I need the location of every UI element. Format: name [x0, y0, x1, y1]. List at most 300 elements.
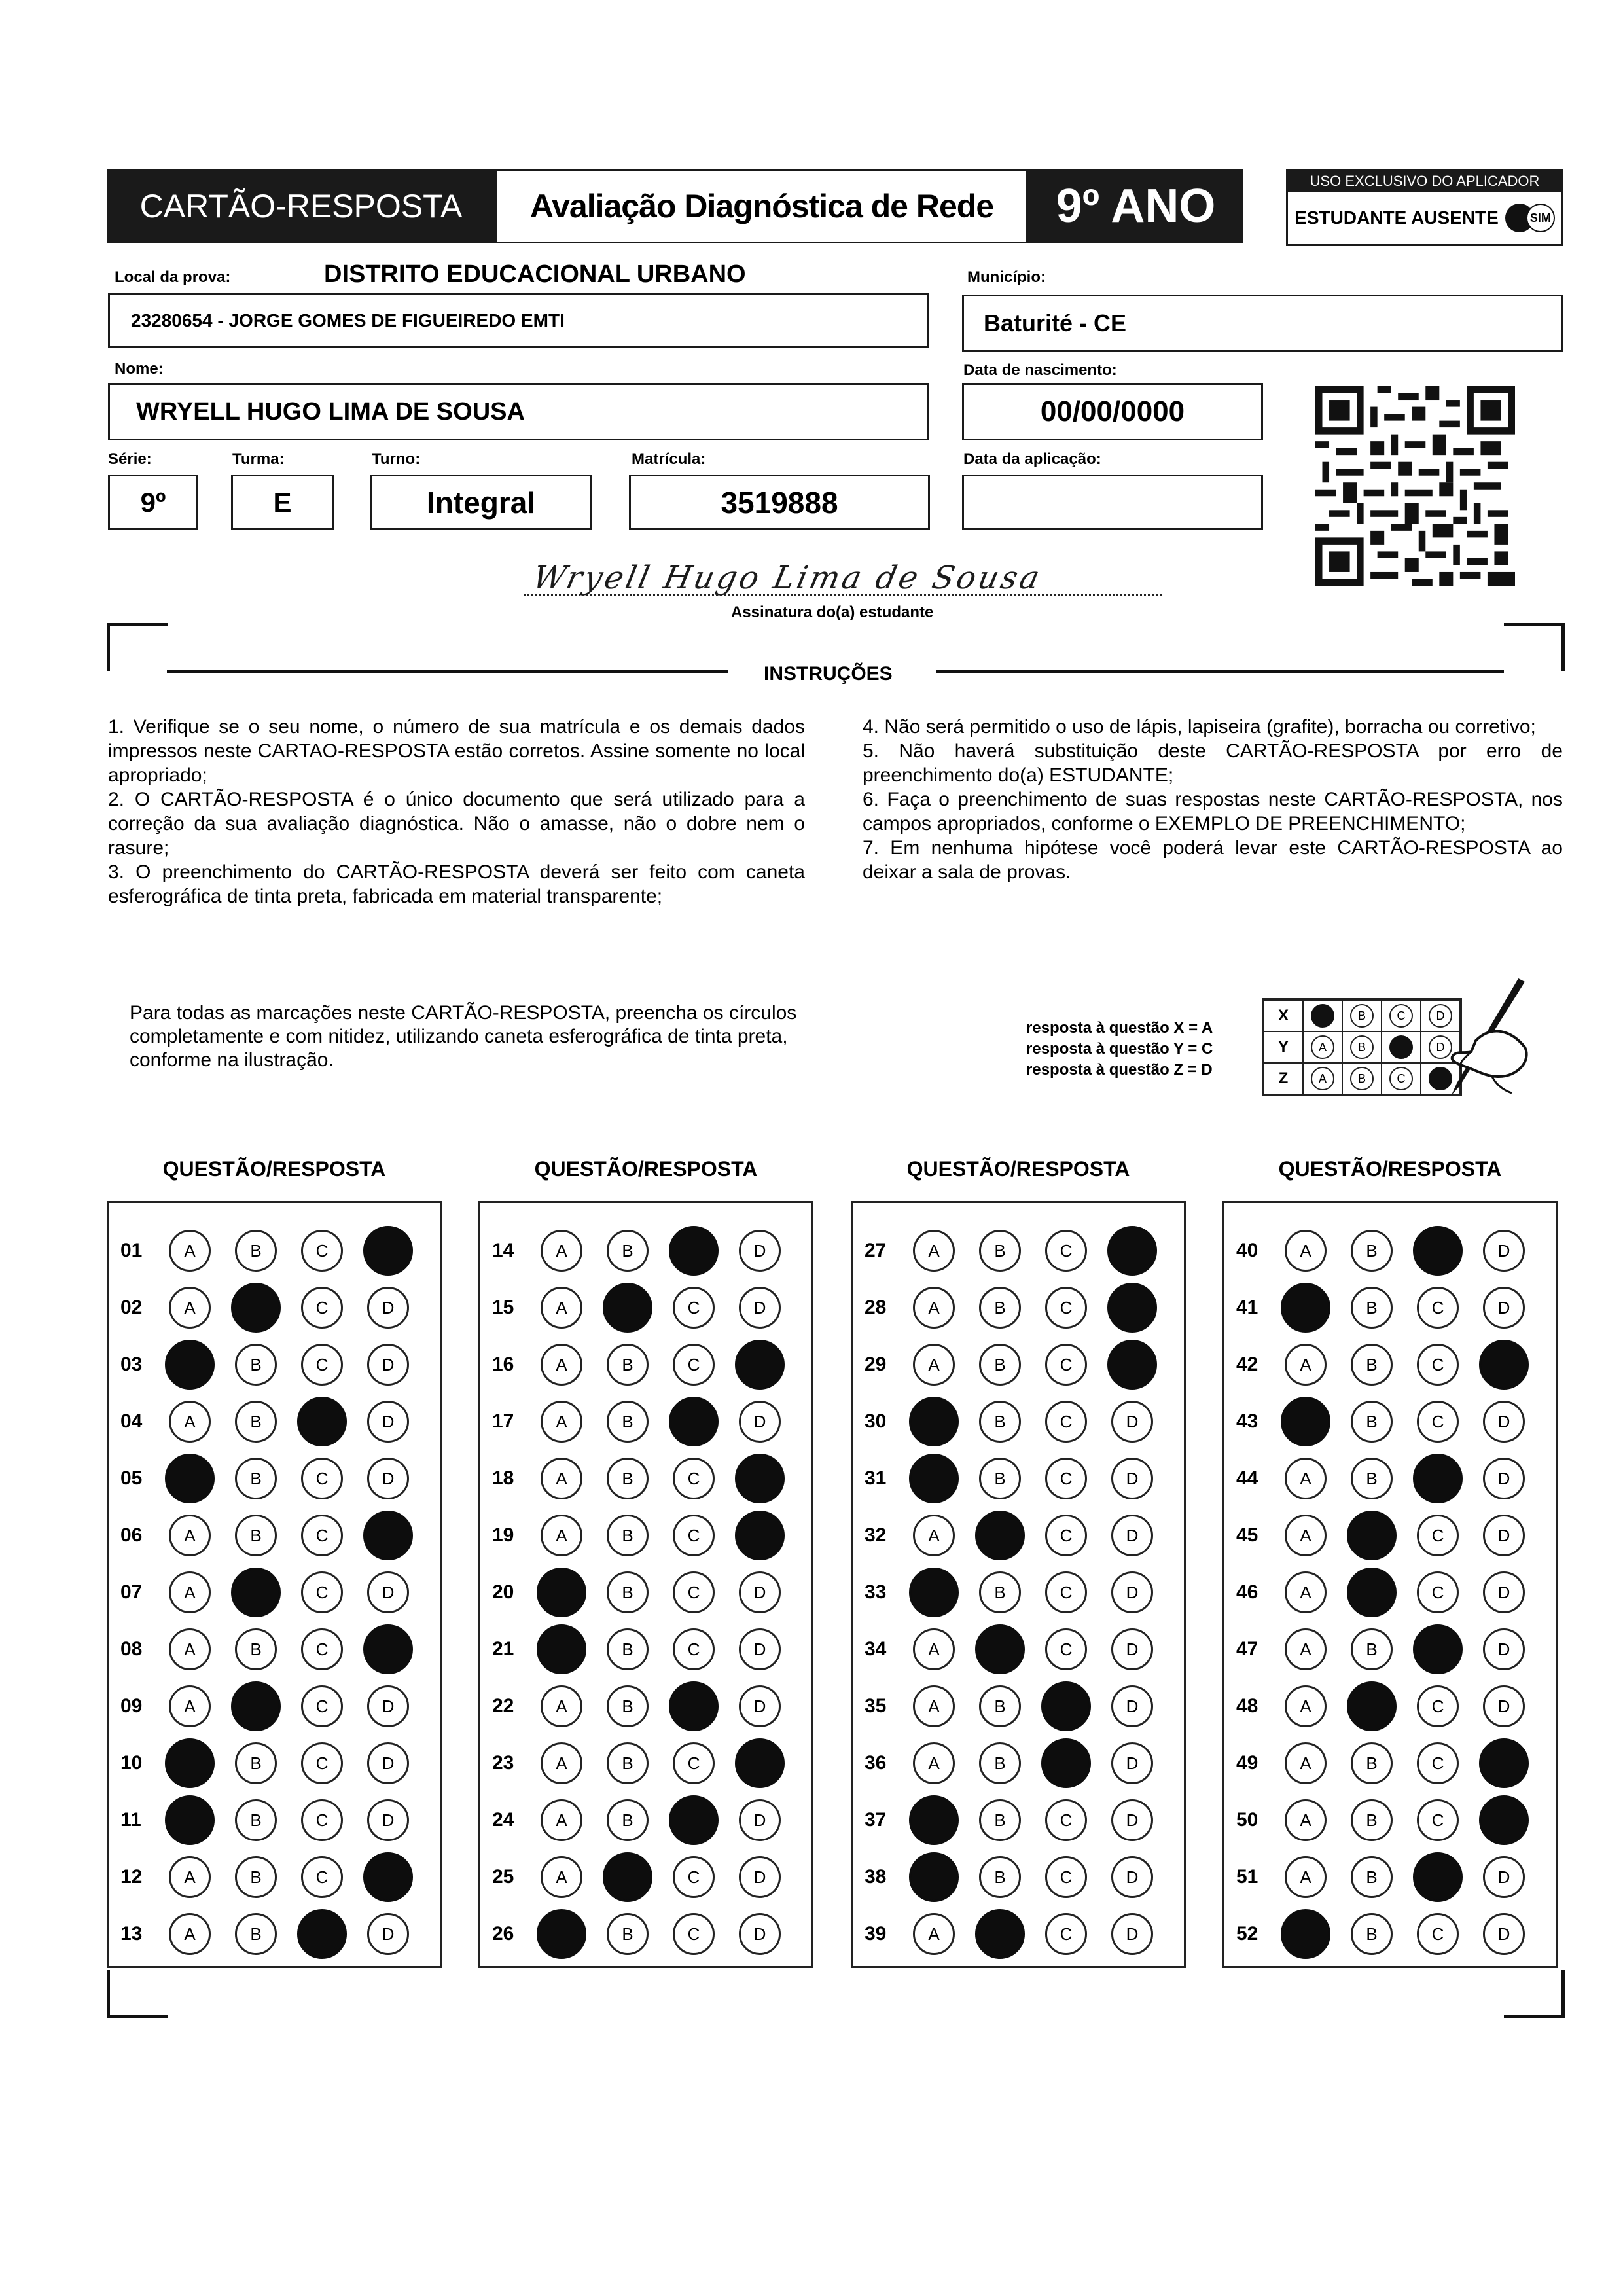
answer-bubble-d[interactable]: [735, 1738, 785, 1788]
answer-bubble-d[interactable]: D: [367, 1287, 409, 1329]
answer-bubble-b[interactable]: B: [1351, 1401, 1393, 1443]
corner-mark-top-left: [107, 623, 168, 671]
question-row: [480, 1450, 812, 1507]
answer-bubble-d[interactable]: D: [1483, 1401, 1525, 1443]
question-row: [853, 1906, 1184, 1962]
answer-bubble-b[interactable]: B: [235, 1856, 277, 1898]
answer-bubble-c[interactable]: [1041, 1738, 1091, 1788]
answer-bubble-c[interactable]: C: [1417, 1571, 1459, 1613]
nascimento-label: Data de nascimento:: [963, 361, 1117, 379]
answer-bubble-b[interactable]: B: [1351, 1628, 1393, 1670]
question-row: [853, 1735, 1184, 1791]
answer-bubble-c[interactable]: C: [301, 1856, 343, 1898]
answer-bubble-d[interactable]: [1107, 1226, 1157, 1276]
answer-bubble-b[interactable]: [975, 1909, 1025, 1959]
serie-label: Série:: [108, 450, 152, 468]
answer-bubble-d[interactable]: [1479, 1795, 1529, 1845]
question-number: 29: [865, 1354, 887, 1375]
answer-bubble-c[interactable]: [669, 1226, 719, 1276]
answer-bubble-c[interactable]: [297, 1909, 347, 1959]
answer-bubble-d[interactable]: D: [367, 1799, 409, 1841]
answer-bubble-b[interactable]: [603, 1283, 652, 1333]
answer-bubble-b[interactable]: B: [607, 1458, 649, 1499]
answer-bubble-a[interactable]: A: [169, 1287, 211, 1329]
school-value: 23280654 - JORGE GOMES DE FIGUEIREDO EMTI: [131, 310, 565, 331]
example-cell: [1382, 1063, 1421, 1094]
absent-label: ESTUDANTE AUSENTE: [1294, 207, 1499, 228]
answer-bubble-b[interactable]: B: [235, 1742, 277, 1784]
answer-bubble-d[interactable]: D: [1111, 1856, 1153, 1898]
answer-bubble-d[interactable]: D: [1483, 1685, 1525, 1727]
answer-bubble-d[interactable]: D: [1111, 1628, 1153, 1670]
answer-bubble-d[interactable]: [1479, 1738, 1529, 1788]
answer-bubble-b[interactable]: [975, 1511, 1025, 1560]
question-row: [480, 1792, 812, 1848]
question-row: [1224, 1393, 1556, 1450]
answer-bubble-b[interactable]: [231, 1283, 281, 1333]
example-bubble: D: [1429, 1035, 1452, 1059]
answer-bubble-a[interactable]: A: [541, 1287, 582, 1329]
question-number: 16: [492, 1354, 514, 1375]
example-cell: [1382, 1000, 1421, 1031]
answer-bubble-a[interactable]: [1281, 1397, 1330, 1446]
absent-yes: SIM: [1526, 204, 1555, 232]
column-title: QUESTÃO/RESPOSTA: [534, 1157, 758, 1181]
example-bubble: A: [1311, 1035, 1334, 1059]
answer-bubble-c[interactable]: [297, 1397, 347, 1446]
answer-bubble-b[interactable]: [975, 1624, 1025, 1674]
answer-bubble-c[interactable]: C: [1045, 1515, 1087, 1556]
answer-bubble-b[interactable]: B: [1351, 1230, 1393, 1272]
answer-bubble-a[interactable]: A: [169, 1913, 211, 1955]
answer-bubble-a[interactable]: A: [541, 1401, 582, 1443]
signature-line: [524, 594, 1162, 596]
answer-bubble-d[interactable]: D: [1483, 1856, 1525, 1898]
answer-bubble-d[interactable]: [1107, 1283, 1157, 1333]
answer-bubble-a[interactable]: A: [1285, 1685, 1327, 1727]
answer-bubble-b[interactable]: [1347, 1511, 1397, 1560]
question-number: 52: [1236, 1923, 1258, 1945]
answer-bubble-b[interactable]: B: [607, 1230, 649, 1272]
answer-bubble-c[interactable]: C: [1045, 1913, 1087, 1955]
turno-value: Integral: [426, 485, 536, 520]
answer-bubble-b[interactable]: B: [979, 1742, 1021, 1784]
question-row: [480, 1621, 812, 1677]
answer-bubble-c[interactable]: C: [301, 1571, 343, 1613]
answer-bubble-a[interactable]: A: [541, 1742, 582, 1784]
answer-bubble-b[interactable]: B: [1351, 1287, 1393, 1329]
answer-bubble-c[interactable]: C: [1417, 1287, 1459, 1329]
answer-bubble-c[interactable]: C: [1045, 1287, 1087, 1329]
answer-bubble-a[interactable]: A: [541, 1856, 582, 1898]
answer-bubble-a[interactable]: A: [169, 1856, 211, 1898]
answer-bubble-b[interactable]: B: [1351, 1742, 1393, 1784]
answer-bubble-d[interactable]: D: [1483, 1913, 1525, 1955]
question-number: 38: [865, 1866, 887, 1888]
answer-bubble-c[interactable]: C: [673, 1742, 715, 1784]
answer-bubble-b[interactable]: B: [979, 1571, 1021, 1613]
column-title: QUESTÃO/RESPOSTA: [906, 1157, 1130, 1181]
answer-bubble-d[interactable]: D: [1483, 1571, 1525, 1613]
answer-bubble-c[interactable]: [1413, 1226, 1463, 1276]
answer-bubble-b[interactable]: [1347, 1568, 1397, 1617]
answer-bubble-c[interactable]: C: [1417, 1515, 1459, 1556]
answer-bubble-c[interactable]: C: [301, 1799, 343, 1841]
answer-bubble-d[interactable]: [735, 1511, 785, 1560]
answer-bubble-b[interactable]: B: [235, 1344, 277, 1386]
question-row: [109, 1280, 440, 1336]
question-row: [853, 1450, 1184, 1507]
answer-bubble-d[interactable]: D: [1483, 1628, 1525, 1670]
answer-bubble-c[interactable]: [669, 1795, 719, 1845]
example-row-label: Y: [1264, 1031, 1303, 1063]
answer-bubble-d[interactable]: D: [1111, 1571, 1153, 1613]
answer-bubble-d[interactable]: D: [1111, 1401, 1153, 1443]
answer-bubble-a[interactable]: [909, 1568, 959, 1617]
answer-bubble-a[interactable]: A: [541, 1344, 582, 1386]
answer-bubble-d[interactable]: D: [739, 1401, 781, 1443]
answer-bubble-b[interactable]: B: [979, 1799, 1021, 1841]
example-cell: [1303, 1031, 1342, 1063]
nome-label: Nome:: [115, 360, 164, 378]
question-row: [109, 1906, 440, 1962]
example-bubble: [1389, 1035, 1413, 1059]
answer-bubble-a[interactable]: A: [541, 1458, 582, 1499]
question-row: [480, 1678, 812, 1734]
answer-bubble-a[interactable]: [165, 1738, 215, 1788]
answer-bubble-a[interactable]: A: [1285, 1799, 1327, 1841]
answer-bubble-a[interactable]: A: [913, 1628, 955, 1670]
answer-bubble-c[interactable]: C: [301, 1458, 343, 1499]
answer-bubble-d[interactable]: D: [739, 1913, 781, 1955]
example-cell: [1342, 1000, 1382, 1031]
answer-bubble-d[interactable]: D: [1111, 1742, 1153, 1784]
question-row: [853, 1849, 1184, 1905]
answer-bubble-a[interactable]: A: [913, 1742, 955, 1784]
instructions-rule-right: [936, 670, 1504, 673]
question-row: [1224, 1564, 1556, 1621]
answer-bubble-c[interactable]: [1413, 1852, 1463, 1902]
answer-bubble-a[interactable]: A: [541, 1799, 582, 1841]
district-name: DISTRITO EDUCACIONAL URBANO: [324, 260, 746, 288]
answer-bubble-a[interactable]: [165, 1340, 215, 1390]
answer-bubble-a[interactable]: A: [1285, 1628, 1327, 1670]
answer-bubble-d[interactable]: D: [367, 1344, 409, 1386]
answer-bubble-a[interactable]: A: [913, 1685, 955, 1727]
answer-bubble-d[interactable]: [1479, 1340, 1529, 1390]
answer-bubble-b[interactable]: B: [607, 1628, 649, 1670]
answer-bubble-c[interactable]: [669, 1681, 719, 1731]
answer-bubble-b[interactable]: B: [979, 1856, 1021, 1898]
question-row: [480, 1336, 812, 1393]
answer-bubble-c[interactable]: C: [1045, 1856, 1087, 1898]
answer-bubble-c[interactable]: C: [301, 1287, 343, 1329]
question-number: 19: [492, 1524, 514, 1546]
answer-bubble-a[interactable]: A: [913, 1913, 955, 1955]
answer-bubble-b[interactable]: [231, 1681, 281, 1731]
answer-bubble-a[interactable]: [909, 1852, 959, 1902]
answer-bubble-b[interactable]: [1347, 1681, 1397, 1731]
answer-bubble-c[interactable]: C: [1045, 1571, 1087, 1613]
answer-bubble-c[interactable]: C: [673, 1287, 715, 1329]
answer-bubble-c[interactable]: C: [1417, 1401, 1459, 1443]
answer-bubble-d[interactable]: [735, 1454, 785, 1503]
answer-bubble-c[interactable]: C: [1045, 1799, 1087, 1841]
answer-bubble-c[interactable]: C: [673, 1344, 715, 1386]
answer-bubble-b[interactable]: B: [607, 1344, 649, 1386]
answer-bubble-c[interactable]: C: [673, 1913, 715, 1955]
card-title: [107, 169, 495, 243]
answer-bubble-d[interactable]: D: [739, 1571, 781, 1613]
answer-bubble-a[interactable]: A: [1285, 1230, 1327, 1272]
answer-bubble-d[interactable]: D: [739, 1287, 781, 1329]
answer-bubble-d[interactable]: [363, 1624, 413, 1674]
answer-bubble-a[interactable]: [165, 1795, 215, 1845]
answer-bubble-c[interactable]: C: [673, 1571, 715, 1613]
answer-bubble-a[interactable]: [537, 1624, 586, 1674]
pen-hand-illustration: [1420, 978, 1531, 1103]
answer-bubble-a[interactable]: A: [541, 1230, 582, 1272]
question-number: 32: [865, 1524, 887, 1546]
answer-bubble-b[interactable]: B: [1351, 1913, 1393, 1955]
answer-bubble-b[interactable]: B: [235, 1913, 277, 1955]
answer-bubble-d[interactable]: D: [1111, 1685, 1153, 1727]
answer-bubble-c[interactable]: C: [1417, 1742, 1459, 1784]
answer-bubble-c[interactable]: C: [673, 1515, 715, 1556]
answer-bubble-d[interactable]: D: [367, 1571, 409, 1613]
answer-bubble-a[interactable]: A: [1285, 1458, 1327, 1499]
answer-bubble-c[interactable]: C: [301, 1742, 343, 1784]
answer-bubble-c[interactable]: C: [1417, 1913, 1459, 1955]
answer-bubble-a[interactable]: [909, 1397, 959, 1446]
answer-bubble-c[interactable]: C: [1045, 1628, 1087, 1670]
answer-bubble-b[interactable]: B: [607, 1401, 649, 1443]
question-number: 45: [1236, 1524, 1258, 1546]
answer-bubble-a[interactable]: A: [1285, 1344, 1327, 1386]
answer-bubble-b[interactable]: [231, 1568, 281, 1617]
answer-bubble-d[interactable]: D: [739, 1856, 781, 1898]
answer-bubble-d[interactable]: D: [1483, 1515, 1525, 1556]
question-number: 18: [492, 1467, 514, 1489]
question-number: 51: [1236, 1866, 1258, 1888]
answer-bubble-c[interactable]: C: [1417, 1344, 1459, 1386]
answer-bubble-a[interactable]: A: [1285, 1742, 1327, 1784]
answer-bubble-a[interactable]: [537, 1568, 586, 1617]
question-number: 43: [1236, 1410, 1258, 1432]
applicator-box: [1286, 169, 1563, 246]
example-bubble: A: [1311, 1067, 1334, 1090]
answer-bubble-b[interactable]: B: [979, 1344, 1021, 1386]
answer-bubble-a[interactable]: [909, 1795, 959, 1845]
question-number: 09: [120, 1695, 143, 1717]
example-cell: [1303, 1000, 1342, 1031]
answer-bubble-a[interactable]: A: [1285, 1856, 1327, 1898]
answer-bubble-c[interactable]: C: [1417, 1799, 1459, 1841]
answer-bubble-b[interactable]: B: [235, 1401, 277, 1443]
question-row: [853, 1678, 1184, 1734]
answer-bubble-b[interactable]: B: [607, 1685, 649, 1727]
answer-bubble-a[interactable]: A: [169, 1571, 211, 1613]
answer-bubble-b[interactable]: B: [979, 1401, 1021, 1443]
answer-bubble-a[interactable]: [909, 1454, 959, 1503]
question-number: 01: [120, 1240, 143, 1261]
answer-bubble-d[interactable]: D: [367, 1401, 409, 1443]
question-number: 42: [1236, 1354, 1258, 1375]
answer-bubble-b[interactable]: B: [1351, 1799, 1393, 1841]
answer-bubble-c[interactable]: C: [301, 1685, 343, 1727]
answer-bubble-c[interactable]: [1413, 1454, 1463, 1503]
answer-bubble-b[interactable]: B: [1351, 1458, 1393, 1499]
answer-bubble-d[interactable]: D: [367, 1742, 409, 1784]
answer-bubble-c[interactable]: C: [1045, 1401, 1087, 1443]
answer-bubble-b[interactable]: B: [1351, 1856, 1393, 1898]
answer-bubble-a[interactable]: A: [1285, 1515, 1327, 1556]
answer-bubble-d[interactable]: D: [1111, 1799, 1153, 1841]
card-title-text: CARTÃO-RESPOSTA: [139, 188, 463, 224]
answer-bubble-c[interactable]: C: [673, 1628, 715, 1670]
answer-bubble-a[interactable]: A: [169, 1628, 211, 1670]
instructions-left: 1. Verifique se o seu nome, o número de sua matrícula e os demais dados impressos neste CARTAO-RESPOSTA estão corretos. Assine somente no local apropriado; 2. O CARTÃO-RESPOSTA é o único documento que será utilizado para a correção da sua avaliação diagnóstica. Não o amasse, não o dobre nem o rasure; 3. O preenchimento do CARTÃO-RESPOSTA deverá ser feito com caneta esferográfica de tinta preta, fabricada em material transparente;: [108, 716, 805, 907]
example-bubble: C: [1389, 1004, 1413, 1028]
answer-bubble-b[interactable]: B: [979, 1287, 1021, 1329]
answer-bubble-a[interactable]: A: [169, 1685, 211, 1727]
answer-bubble-b[interactable]: B: [979, 1230, 1021, 1272]
answer-bubble-d[interactable]: D: [739, 1685, 781, 1727]
question-number: 10: [120, 1752, 143, 1774]
question-row: [853, 1393, 1184, 1450]
answer-bubble-a[interactable]: [537, 1909, 586, 1959]
question-number: 37: [865, 1809, 887, 1831]
answer-bubble-a[interactable]: A: [913, 1230, 955, 1272]
question-row: [1224, 1906, 1556, 1962]
example-bubble: C: [1389, 1067, 1413, 1090]
question-row: [109, 1678, 440, 1734]
answer-bubble-c[interactable]: C: [301, 1230, 343, 1272]
answer-bubble-c[interactable]: C: [301, 1628, 343, 1670]
turma-label: Turma:: [232, 450, 285, 468]
answer-bubble-d[interactable]: [1107, 1340, 1157, 1390]
answer-bubble-d[interactable]: D: [1483, 1230, 1525, 1272]
exam-title-text: Avaliação Diagnóstica de Rede: [529, 188, 994, 224]
answer-bubble-d[interactable]: [363, 1511, 413, 1560]
question-number: 49: [1236, 1752, 1258, 1774]
answer-bubble-d[interactable]: D: [367, 1685, 409, 1727]
question-number: 41: [1236, 1297, 1258, 1318]
answer-bubble-a[interactable]: [165, 1454, 215, 1503]
question-row: [853, 1792, 1184, 1848]
answer-bubble-a[interactable]: A: [541, 1515, 582, 1556]
answer-bubble-c[interactable]: C: [1045, 1344, 1087, 1386]
question-row: [109, 1507, 440, 1564]
question-number: 15: [492, 1297, 514, 1318]
answer-bubble-d[interactable]: [735, 1340, 785, 1390]
question-row: [480, 1507, 812, 1564]
answer-bubble-b[interactable]: B: [979, 1685, 1021, 1727]
question-number: 35: [865, 1695, 887, 1717]
question-row: [109, 1849, 440, 1905]
answer-bubble-b[interactable]: B: [1351, 1344, 1393, 1386]
question-row: [1224, 1678, 1556, 1734]
answer-bubble-d[interactable]: [363, 1226, 413, 1276]
answer-bubble-d[interactable]: D: [1483, 1458, 1525, 1499]
answer-bubble-b[interactable]: B: [607, 1799, 649, 1841]
answer-bubble-c[interactable]: C: [301, 1515, 343, 1556]
example-row-label: Z: [1264, 1063, 1303, 1094]
answer-bubble-b[interactable]: B: [979, 1458, 1021, 1499]
turno-field: [370, 475, 592, 530]
answer-bubble-b[interactable]: B: [607, 1571, 649, 1613]
corner-mark-bottom-right: [1504, 1970, 1565, 2018]
answer-bubble-d[interactable]: [363, 1852, 413, 1902]
answer-bubble-b[interactable]: B: [607, 1913, 649, 1955]
answer-bubble-a[interactable]: A: [1285, 1571, 1327, 1613]
qr-code: [1315, 386, 1515, 586]
answer-bubble-d[interactable]: D: [1111, 1913, 1153, 1955]
question-number: 13: [120, 1923, 143, 1945]
question-number: 30: [865, 1410, 887, 1432]
answer-bubble-a[interactable]: A: [913, 1287, 955, 1329]
answer-bubble-a[interactable]: A: [541, 1685, 582, 1727]
answer-bubble-b[interactable]: B: [607, 1515, 649, 1556]
question-number: 46: [1236, 1581, 1258, 1603]
answer-bubble-a[interactable]: A: [169, 1230, 211, 1272]
answer-bubble-d[interactable]: D: [1483, 1287, 1525, 1329]
answer-bubble-c[interactable]: C: [301, 1344, 343, 1386]
answer-bubble-b[interactable]: B: [235, 1799, 277, 1841]
turma-field: [231, 475, 334, 530]
answer-bubble-c[interactable]: [669, 1397, 719, 1446]
question-number: 25: [492, 1866, 514, 1888]
answer-bubble-c[interactable]: C: [673, 1856, 715, 1898]
answer-bubble-b[interactable]: B: [235, 1230, 277, 1272]
question-number: 05: [120, 1467, 143, 1489]
answer-bubble-d[interactable]: D: [367, 1458, 409, 1499]
answer-bubble-c[interactable]: [1413, 1624, 1463, 1674]
answer-bubble-d[interactable]: D: [1111, 1515, 1153, 1556]
answer-bubble-a[interactable]: A: [913, 1344, 955, 1386]
answer-bubble-a[interactable]: A: [913, 1515, 955, 1556]
question-row: [1224, 1621, 1556, 1677]
question-number: 23: [492, 1752, 514, 1774]
answer-bubble-c[interactable]: C: [1417, 1685, 1459, 1727]
answer-bubble-a[interactable]: [1281, 1909, 1330, 1959]
answer-bubble-d[interactable]: D: [739, 1799, 781, 1841]
question-row: [109, 1564, 440, 1621]
answer-bubble-c[interactable]: C: [1045, 1230, 1087, 1272]
answer-bubble-c[interactable]: C: [673, 1458, 715, 1499]
answer-bubble-d[interactable]: D: [739, 1230, 781, 1272]
answer-bubble-d[interactable]: D: [367, 1913, 409, 1955]
answer-bubble-b[interactable]: B: [235, 1628, 277, 1670]
question-number: 40: [1236, 1240, 1258, 1261]
answer-bubble-a[interactable]: A: [169, 1401, 211, 1443]
answer-bubble-b[interactable]: B: [235, 1458, 277, 1499]
answer-bubble-c[interactable]: C: [1045, 1458, 1087, 1499]
answer-bubble-c[interactable]: [1041, 1681, 1091, 1731]
answer-bubble-b[interactable]: B: [607, 1742, 649, 1784]
question-row: [480, 1393, 812, 1450]
example-line-z: resposta à questão Z = D: [1026, 1061, 1213, 1079]
answer-bubble-b[interactable]: [603, 1852, 652, 1902]
question-number: 31: [865, 1467, 887, 1489]
answer-bubble-d[interactable]: D: [739, 1628, 781, 1670]
answer-column-4: [1222, 1201, 1558, 1968]
answer-bubble-a[interactable]: A: [169, 1515, 211, 1556]
answer-bubble-b[interactable]: B: [235, 1515, 277, 1556]
answer-bubble-a[interactable]: [1281, 1283, 1330, 1333]
answer-bubble-d[interactable]: D: [1111, 1458, 1153, 1499]
municipio-value: Baturité - CE: [984, 310, 1127, 336]
